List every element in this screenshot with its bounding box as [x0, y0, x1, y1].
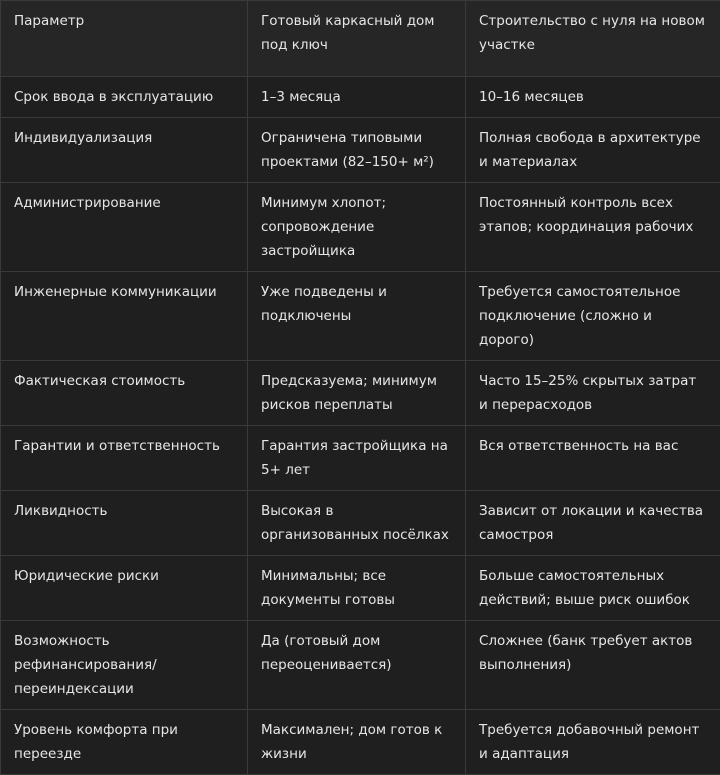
- row-ready-house-value: 1–3 месяца: [248, 77, 466, 118]
- table-header-row: [1, 1, 720, 77]
- row-from-scratch-value: Зависит от локации и качества самостроя: [466, 491, 720, 556]
- row-parameter: Возможность рефинансирования/ переиндексации: [1, 621, 248, 710]
- row-from-scratch-value: Вся ответственность на вас: [466, 426, 720, 491]
- row-parameter: Юридические риски: [1, 556, 248, 621]
- row-from-scratch-value: Требуется добавочный ремонт и адаптация: [466, 710, 720, 775]
- row-ready-house-value: Максимален; дом готов к жизни: [248, 710, 466, 775]
- row-parameter: Ликвидность: [1, 491, 248, 556]
- row-ready-house-value: Ограничена типовыми проектами (82–150+ м²): [248, 118, 466, 183]
- row-from-scratch-value: Часто 15–25% скрытых затрат и перерасходов: [466, 361, 720, 426]
- row-from-scratch-value: Больше самостоятельных действий; выше риск ошибок: [466, 556, 720, 621]
- row-from-scratch-value: 10–16 месяцев: [466, 77, 720, 118]
- row-from-scratch-value: Постоянный контроль всех этапов; координация рабочих: [466, 183, 720, 272]
- table-row: [1, 272, 720, 361]
- header-parameter: Параметр: [1, 1, 248, 77]
- row-ready-house-value: Да (готовый дом переоценивается): [248, 621, 466, 710]
- table-row: [1, 426, 720, 491]
- row-ready-house-value: Высокая в организованных посёлках: [248, 491, 466, 556]
- table-row: [1, 361, 720, 426]
- row-from-scratch-value: Сложнее (банк требует актов выполнения): [466, 621, 720, 710]
- table-row: [1, 183, 720, 272]
- header-build-from-scratch: Строительство с нуля на новом участке: [466, 1, 720, 77]
- row-parameter: Гарантии и ответственность: [1, 426, 248, 491]
- row-ready-house-value: Минимальны; все документы готовы: [248, 556, 466, 621]
- row-parameter: Фактическая стоимость: [1, 361, 248, 426]
- row-ready-house-value: Предсказуема; минимум рисков переплаты: [248, 361, 466, 426]
- row-parameter: Срок ввода в эксплуатацию: [1, 77, 248, 118]
- table-row: [1, 621, 720, 710]
- row-ready-house-value: Уже подведены и подключены: [248, 272, 466, 361]
- row-parameter: Уровень комфорта при переезде: [1, 710, 248, 775]
- row-from-scratch-value: Требуется самостоятельное подключение (сложно и дорого): [466, 272, 720, 361]
- row-parameter: Индивидуализация: [1, 118, 248, 183]
- table-row: [1, 491, 720, 556]
- row-ready-house-value: Минимум хлопот; сопровождение застройщика: [248, 183, 466, 272]
- row-from-scratch-value: Полная свобода в архитектуре и материалах: [466, 118, 720, 183]
- table-row: [1, 556, 720, 621]
- table-row: [1, 710, 720, 775]
- header-ready-house: Готовый каркасный дом под ключ: [248, 1, 466, 77]
- row-parameter: Инженерные коммуникации: [1, 272, 248, 361]
- table-row: [1, 118, 720, 183]
- table-row: [1, 77, 720, 118]
- row-ready-house-value: Гарантия застройщика на 5+ лет: [248, 426, 466, 491]
- row-parameter: Администрирование: [1, 183, 248, 272]
